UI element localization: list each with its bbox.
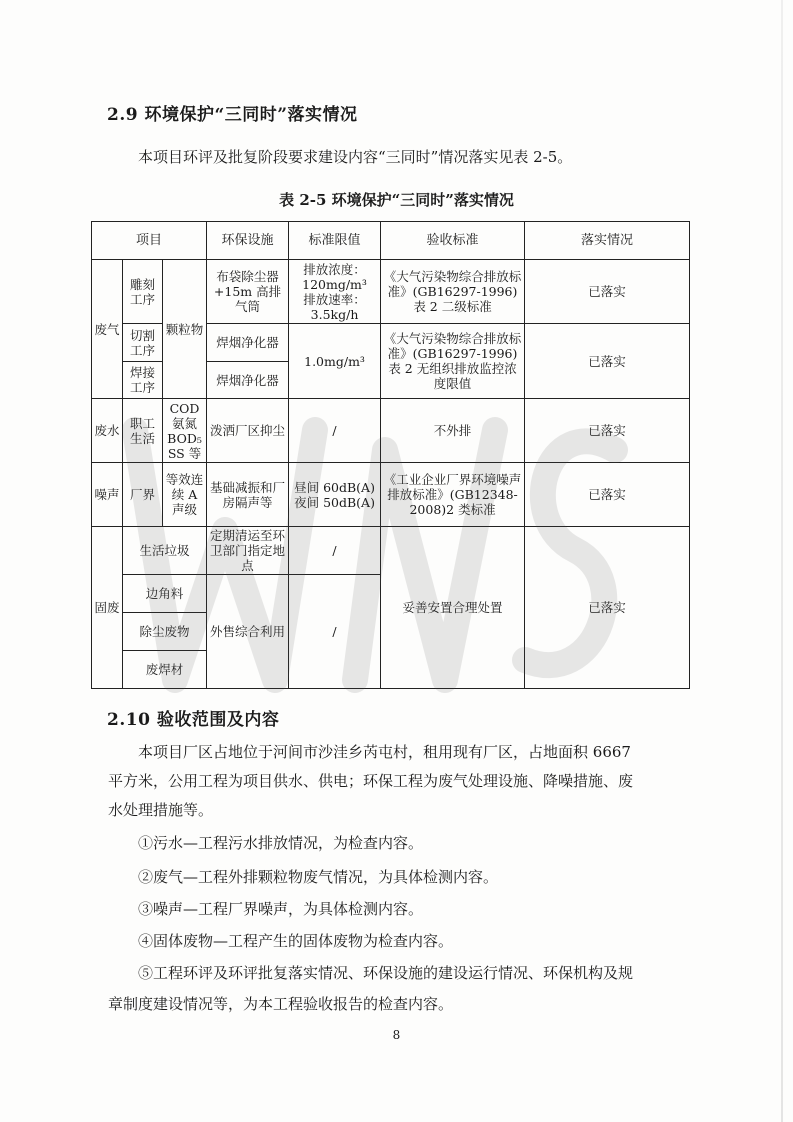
category-solid-waste: 固废	[92, 527, 123, 689]
category-noise: 噪声	[92, 463, 123, 527]
solid-waste-item: 除尘废物	[123, 613, 207, 651]
table-row	[92, 527, 690, 575]
solid-waste-item: 废焊材	[123, 651, 207, 689]
table-row	[92, 260, 690, 324]
facility-cell: 布袋除尘器+15m 高排气筒	[207, 260, 289, 324]
list-item: ①污水—工程污水排放情况，为检查内容。	[138, 834, 424, 852]
status-cell: 已落实	[525, 260, 690, 324]
limit-line: 昼间 60dB(A)	[294, 479, 375, 495]
source-cell: 职工生活	[123, 399, 163, 463]
solid-waste-item: 边角料	[123, 575, 207, 613]
limit-cell	[289, 260, 381, 324]
limit-cell: /	[289, 575, 381, 689]
facility-cell: 泼洒厂区抑尘	[207, 399, 289, 463]
header-standard: 验收标准	[381, 222, 525, 260]
list-item: ⑤工程环评及环评批复落实情况、环保设施的建设运行情况、环保机构及规	[138, 964, 634, 982]
header-project: 项目	[92, 222, 207, 260]
scope-paragraph	[108, 738, 688, 825]
paragraph-line: 平方米，公用工程为项目供水、供电；环保工程为废气处理设施、降噪措施、废	[108, 772, 634, 790]
table-row	[92, 399, 690, 463]
pollutant-cell: 等效连续 A 声级	[163, 463, 207, 527]
header-facility: 环保设施	[207, 222, 289, 260]
paragraph-line: 本项目厂区占地位于河间市沙洼乡芮屯村，租用现有厂区，占地面积 6667	[138, 743, 631, 761]
standard-cell: 《工业企业厂界环境噪声排放标准》(GB12348-2008)2 类标准	[381, 463, 525, 527]
status-cell: 已落实	[525, 399, 690, 463]
table-header-row	[92, 222, 690, 260]
pollutant-cell: 颗粒物	[163, 260, 207, 399]
status-cell: 已落实	[525, 324, 690, 399]
facility-cell: 焊烟净化器	[207, 362, 289, 399]
category-waste-gas: 废气	[92, 260, 123, 399]
pollutant-line: BOD₅	[167, 430, 202, 446]
intro-paragraph: 本项目环评及批复阶段要求建设内容“三同时”情况落实见表 2-5。	[138, 148, 573, 166]
limit-line: 排放速率：	[303, 291, 366, 307]
list-item: ②废气—工程外排颗粒物废气情况，为具体检测内容。	[138, 868, 499, 886]
pollutant-cell	[163, 399, 207, 463]
header-status: 落实情况	[525, 222, 690, 260]
paragraph-line: 水处理措施等。	[108, 801, 214, 819]
limit-line: 夜间 50dB(A)	[294, 494, 375, 510]
list-item-continuation: 章制度建设情况等，为本工程验收报告的检查内容。	[108, 995, 454, 1013]
section-heading: 2.9 环境保护“三同时”落实情况	[107, 105, 358, 125]
standard-cell: 妥善安置合理处置	[381, 527, 525, 689]
process-cell: 切割工序	[123, 324, 163, 362]
header-limit: 标准限值	[289, 222, 381, 260]
table-caption: 表 2-5 环境保护“三同时”落实情况	[279, 191, 514, 209]
limit-cell: /	[289, 527, 381, 575]
section2-heading: 2.10 验收范围及内容	[107, 710, 280, 730]
facility-cell: 焊烟净化器	[207, 324, 289, 362]
facility-cell: 定期清运至环卫部门指定地点	[207, 527, 289, 575]
pollutant-line: COD	[169, 400, 200, 416]
status-cell: 已落实	[525, 527, 690, 689]
standard-cell: 《大气污染物综合排放标准》(GB16297-1996)表 2 二级标准	[381, 260, 525, 324]
pollutant-line: SS 等	[167, 445, 202, 461]
status-cell: 已落实	[525, 463, 690, 527]
limit-line: 120mg/m³	[302, 276, 367, 292]
solid-waste-item: 生活垃圾	[123, 527, 207, 575]
page-edge-shadow	[781, 0, 783, 1122]
facility-cell: 基础减振和厂房隔声等	[207, 463, 289, 527]
process-cell: 雕刻工序	[123, 260, 163, 324]
pollutant-line: 氨氮	[172, 415, 198, 431]
category-waste-water: 废水	[92, 399, 123, 463]
page-number: 8	[392, 1028, 401, 1042]
limit-cell	[289, 463, 381, 527]
standard-cell: 不外排	[381, 399, 525, 463]
list-item: ④固体废物—工程产生的固体废物为检查内容。	[138, 932, 454, 950]
limit-cell: /	[289, 399, 381, 463]
source-cell: 厂界	[123, 463, 163, 527]
table-row	[92, 463, 690, 527]
standard-cell: 《大气污染物综合排放标准》(GB16297-1996)表 2 无组织排放监控浓度限值	[381, 324, 525, 399]
process-cell: 焊接工序	[123, 362, 163, 399]
limit-cell: 1.0mg/m³	[289, 324, 381, 399]
list-item: ③噪声—工程厂界噪声，为具体检测内容。	[138, 900, 424, 918]
limit-line: 排放浓度：	[303, 261, 366, 277]
three-simultaneous-table	[91, 221, 690, 689]
limit-line: 3.5kg/h	[310, 306, 359, 322]
facility-cell: 外售综合利用	[207, 575, 289, 689]
